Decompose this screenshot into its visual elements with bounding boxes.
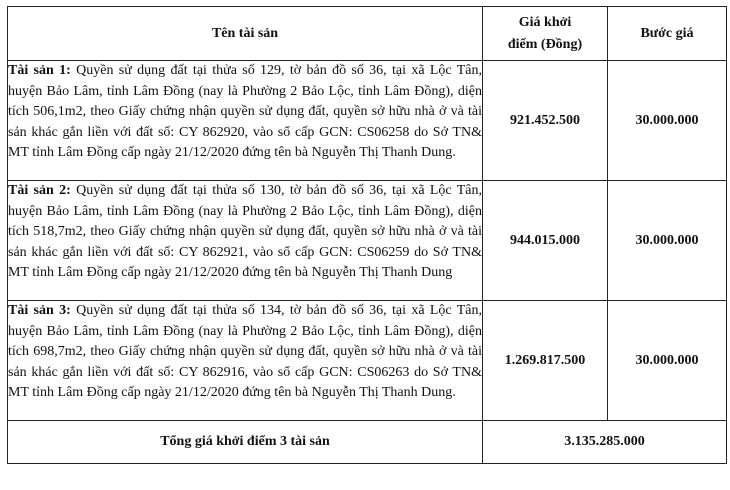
asset-text: Quyền sử dụng đất tại thửa số 134, tờ bản đồ số 36, tại xã Lộc Tân, huyện Bảo Lâm, tỉnh Lâm Đồng (nay là Phường 2 Bảo Lộc, tỉnh Lâm Đồng), diện tích 698,7m2, theo Giấy chứng nhận quyền sử dụng đất, quyền sở hữu nhà ở và tài sản khác gắn liền với đất số: CY 862916, vào sổ cấp GCN: CS06263 do Sở TN& MT tỉnh Lâm Đồng cấp ngày 21/12/2020 đứng tên bà Nguyễn Thị Thanh Dung. (8, 303, 482, 400)
asset-label: Tài sản 2: (8, 183, 71, 198)
asset-label: Tài sản 1: (8, 63, 71, 78)
total-value: 3.135.285.000 (483, 421, 727, 464)
asset-text: Quyền sử dụng đất tại thửa số 129, tờ bản đồ số 36, tại xã Lộc Tân, huyện Bảo Lâm, tỉnh Lâm Đồng (nay là Phường 2 Bảo Lộc, tỉnh Lâm Đồng), diện tích 506,1m2, theo Giấy chứng nhận quyền sử dụng đất, quyền sở hữu nhà ở và tài sản khác gắn liền với đất số: CY 862920, vào sổ cấp GCN: CS06258 do Sở TN& MT tỉnh Lâm Đồng cấp ngày 21/12/2020 đứng tên bà Nguyễn Thị Thanh Dung. (8, 63, 482, 160)
total-label: Tổng giá khởi điểm 3 tài sản (8, 421, 483, 464)
asset-text: Quyền sử dụng đất tại thửa số 130, tờ bản đồ số 36, tại xã Lộc Tân, huyện Bảo Lâm, tỉnh Lâm Đồng (nay là Phường 2 Bảo Lộc, tỉnh Lâm Đồng), diện tích 518,7m2, theo Giấy chứng nhận quyền sử dụng đất, quyền sở hữu nhà ở và tài sản khác gắn liền với đất số: CY 862921, vào sổ cấp GCN: CS06259 do Sở TN& MT tỉnh Lâm Đồng cấp ngày 21/12/2020 đứng tên bà Nguyễn Thị Thanh Dung (8, 183, 482, 280)
total-row (8, 421, 727, 464)
header-price-step-text: Bước giá (640, 25, 694, 41)
table-row (8, 181, 727, 301)
table-row (8, 61, 727, 181)
asset-table (7, 6, 727, 464)
asset-starting-price: 921.452.500 (483, 61, 608, 181)
header-price-step (608, 7, 727, 61)
header-asset-name-text: Tên tài sản (211, 25, 279, 41)
asset-description (8, 181, 483, 301)
asset-description (8, 61, 483, 181)
header-asset-name (8, 7, 483, 61)
asset-starting-price: 944.015.000 (483, 181, 608, 301)
header-starting-price (483, 7, 608, 61)
asset-starting-price: 1.269.817.500 (483, 301, 608, 421)
asset-price-step: 30.000.000 (608, 301, 727, 421)
asset-price-step: 30.000.000 (608, 61, 727, 181)
table-row (8, 301, 727, 421)
table-header-row (8, 7, 727, 61)
header-starting-price-line1: Giá khởi (518, 14, 572, 30)
header-starting-price-line2: điểm (Đồng) (507, 36, 583, 52)
asset-label: Tài sản 3: (8, 303, 71, 318)
asset-price-step: 30.000.000 (608, 181, 727, 301)
asset-description (8, 301, 483, 421)
